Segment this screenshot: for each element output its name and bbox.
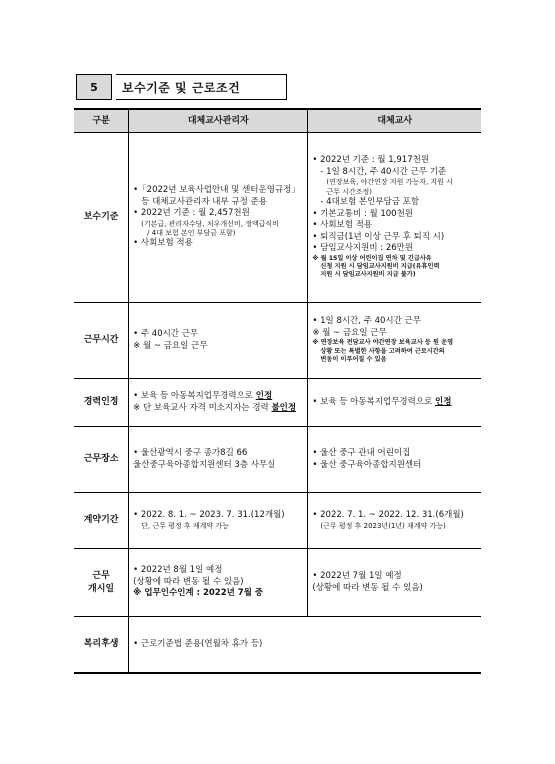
- cell-line: 등 대체교사관리자 내부 규정 준용: [141, 196, 267, 207]
- cell-line: ※ 월 15일 이상 어린이집 연차 및 긴급사유: [312, 254, 432, 262]
- cell-line: • 울산 중구육아종합지원센터: [312, 459, 422, 470]
- row-welfare: [74, 617, 481, 673]
- emphasis: 불인정: [271, 402, 297, 413]
- place-teacher-cell: [308, 427, 481, 493]
- header-teacher: 대체교사: [308, 109, 481, 133]
- cell-line: 단, 근무 평정 후 재계약 가능: [141, 521, 229, 530]
- cell-line: (상황에 따라 변동 될 수 있음): [312, 582, 423, 593]
- cell-line: • 주 40시간 근무: [133, 329, 199, 340]
- text: • 보육 등 아동복지업무경력으로: [312, 396, 435, 407]
- cell-line: • 2022. 8. 1. ~ 2023. 7. 31.(12개월): [133, 510, 285, 521]
- row-pay: [74, 133, 481, 303]
- cell-line: ※ 연장보육 전담교사 야간연장 보육교사 등 원 운영: [312, 339, 454, 347]
- cell-line: / 4대 보험 본인 부담금 포함): [147, 228, 236, 237]
- cell-line: • 사회보험 적용: [133, 238, 193, 249]
- section-header: [76, 74, 287, 100]
- cell-line: (근무 평정 후 2023년(1년) 재계약 가능): [320, 521, 446, 530]
- text: • 보육 등 아동복지업무경력으로: [133, 391, 256, 402]
- row-start: [74, 549, 481, 617]
- cell-line: • 2022년 기준 : 월 2,457천원: [133, 208, 250, 219]
- row-career: [74, 379, 481, 427]
- cell-line: •「2022년 보육사업안내 및 센터운영규정」: [133, 185, 300, 196]
- cell-line: 지원 시 담임교사지원비 지급 불가): [320, 271, 416, 279]
- row-label: 근무장소: [74, 427, 129, 493]
- header-category: 구분: [74, 109, 129, 133]
- cell-line: (기본급, 관리자수당, 처우개선비, 정액급식비: [141, 219, 279, 228]
- cell-line: - 1일 8시간, 주 40시간 근무 기준: [320, 166, 447, 177]
- header-manager: 대체교사관리자: [129, 109, 308, 133]
- row-label: 복리후생: [74, 617, 129, 673]
- row-label-line: 근무: [92, 571, 110, 582]
- cell-line: • 기본교통비 : 월 100천원: [312, 208, 414, 219]
- cell-line: • 울산광역시 중구 종가8길 66: [133, 448, 248, 459]
- cell-line: - 4대보험 본인부담금 포함: [320, 197, 420, 208]
- row-label: 보수기준: [74, 133, 129, 303]
- cell-line: 신청 지원 시 담임교사지원비 지급(유휴인력: [320, 262, 440, 270]
- row-label: 근무시간: [74, 303, 129, 379]
- cell-line: ※ 월 ~ 금요일 근무: [133, 340, 208, 351]
- cell-line: [312, 397, 477, 408]
- cell-line: ※ 업무인수인계 : 2022년 7월 중: [133, 588, 264, 599]
- cell-line: 변동이 이루어질 수 있음: [320, 356, 387, 364]
- hours-manager-cell: [129, 303, 308, 379]
- cell-line: (상황에 따라 변동 될 수 있음): [133, 576, 244, 587]
- cell-line: (연장보육, 야간연장 지원 가능자, 지원 시: [326, 178, 453, 187]
- cell-line: • 2022. 7. 1. ~ 2022. 12. 31.(6개월): [312, 510, 464, 521]
- contract-teacher-cell: [308, 493, 481, 549]
- cell-line: • 2022년 7월 1일 예정: [312, 571, 402, 582]
- pay-teacher-cell: [308, 133, 481, 303]
- emphasis: 인정: [255, 391, 273, 402]
- start-teacher-cell: [308, 549, 481, 617]
- row-hours: [74, 303, 481, 379]
- row-place: [74, 427, 481, 493]
- cell-line: • 퇴직금(1년 이상 근무 후 퇴직 시): [312, 231, 445, 242]
- section-number: 5: [76, 74, 112, 100]
- contract-manager-cell: [129, 493, 308, 549]
- row-label: 계약기간: [74, 493, 129, 549]
- cell-line: 상황 또는 특별한 사항을 고려하여 근로시간의: [320, 347, 445, 355]
- hours-teacher-cell: [308, 303, 481, 379]
- section-title: 보수기준 및 근로조건: [116, 74, 287, 100]
- start-manager-cell: [129, 549, 308, 617]
- cell-line: • 담임교사지원비 : 26만원: [312, 243, 414, 254]
- cell-line: [133, 403, 303, 414]
- cell-line: • 울산 중구 관내 어린이집: [312, 448, 411, 459]
- career-manager-cell: [129, 379, 308, 427]
- cell-line: [133, 391, 303, 402]
- cell-line: • 1일 8시간, 주 40시간 근무: [312, 316, 421, 327]
- cell-line: • 사회보험 적용: [312, 220, 373, 231]
- header-row: [74, 109, 481, 133]
- cell-line: 근무 시간조정): [326, 187, 372, 196]
- cell-line: 울산중구육아종합지원센터 3층 사무실: [133, 459, 276, 470]
- row-label-line: 개시일: [88, 583, 115, 594]
- cell-line: ※ 월 ~ 금요일 근무: [312, 327, 387, 338]
- cell-line: • 2022년 기준 : 월 1,917천원: [312, 155, 430, 166]
- place-manager-cell: [129, 427, 308, 493]
- career-teacher-cell: [308, 379, 481, 427]
- pay-manager-cell: [129, 133, 308, 303]
- row-label: [74, 549, 129, 617]
- welfare-cell: • 근로기준법 준용(연월차 휴가 등): [129, 617, 481, 673]
- emphasis: 인정: [434, 396, 452, 407]
- conditions-table: [74, 108, 481, 674]
- cell-line: • 2022년 8월 1일 예정: [133, 565, 223, 576]
- row-label: 경력인정: [74, 379, 129, 427]
- text: ※ 단 보육교사 자격 미소지자는 경력: [133, 402, 272, 413]
- row-contract: [74, 493, 481, 549]
